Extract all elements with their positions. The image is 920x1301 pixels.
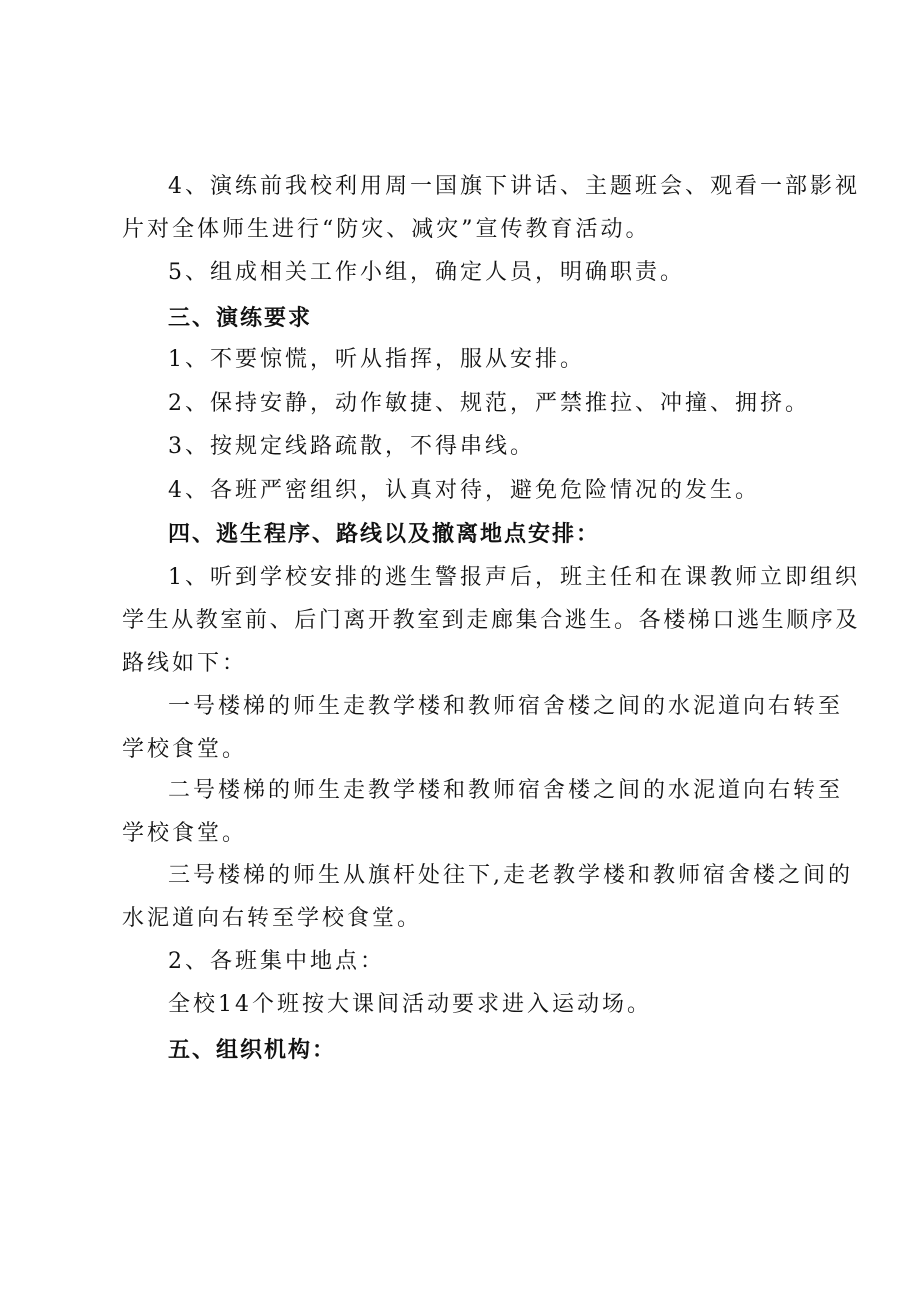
requirement-item: 3、按规定线路疏散，不得串线。 bbox=[168, 434, 535, 459]
paragraph-line: 一号楼梯的师生走教学楼和教师宿舍楼之间的水泥道向右转至 bbox=[168, 694, 844, 719]
paragraph-line: 路线如下： bbox=[122, 651, 248, 676]
section-heading-5: 五、组织机构： bbox=[168, 1038, 337, 1063]
paragraph-line: 学校食堂。 bbox=[122, 737, 248, 762]
paragraph-line: 5、组成相关工作小组，确定人员，明确职责。 bbox=[168, 260, 685, 285]
paragraph-line: 2、各班集中地点： bbox=[168, 949, 385, 974]
paragraph-line: 学生从教室前、后门离开教室到走廊集合逃生。各楼梯口逃生顺序及 bbox=[122, 608, 861, 633]
paragraph-line: 三号楼梯的师生从旗杆处往下,走老教学楼和教师宿舍楼之间的 bbox=[168, 863, 853, 888]
requirement-item: 2、保持安静，动作敏捷、规范，严禁推拉、冲撞、拥挤。 bbox=[168, 391, 810, 416]
paragraph-line: 片对全体师生进行“防灾、减灾”宣传教育活动。 bbox=[122, 217, 651, 242]
paragraph-line: 学校食堂。 bbox=[122, 821, 248, 846]
paragraph-line: 全校14个班按大课间活动要求进入运动场。 bbox=[168, 992, 652, 1017]
paragraph-line: 水泥道向右转至学校食堂。 bbox=[122, 906, 423, 931]
requirement-item: 4、各班严密组织，认真对待，避免危险情况的发生。 bbox=[168, 478, 760, 503]
paragraph-line: 二号楼梯的师生走教学楼和教师宿舍楼之间的水泥道向右转至 bbox=[168, 778, 844, 803]
paragraph-line: 1、听到学校安排的逃生警报声后，班主任和在课教师立即组织 bbox=[168, 565, 860, 590]
section-heading-3: 三、演练要求 bbox=[168, 306, 313, 331]
section-heading-4: 四、逃生程序、路线以及撤离地点安排： bbox=[168, 522, 601, 547]
paragraph-line: 4、演练前我校利用周一国旗下讲话、主题班会、观看一部影视 bbox=[168, 174, 860, 199]
requirement-item: 1、不要惊慌，听从指挥，服从安排。 bbox=[168, 347, 585, 372]
